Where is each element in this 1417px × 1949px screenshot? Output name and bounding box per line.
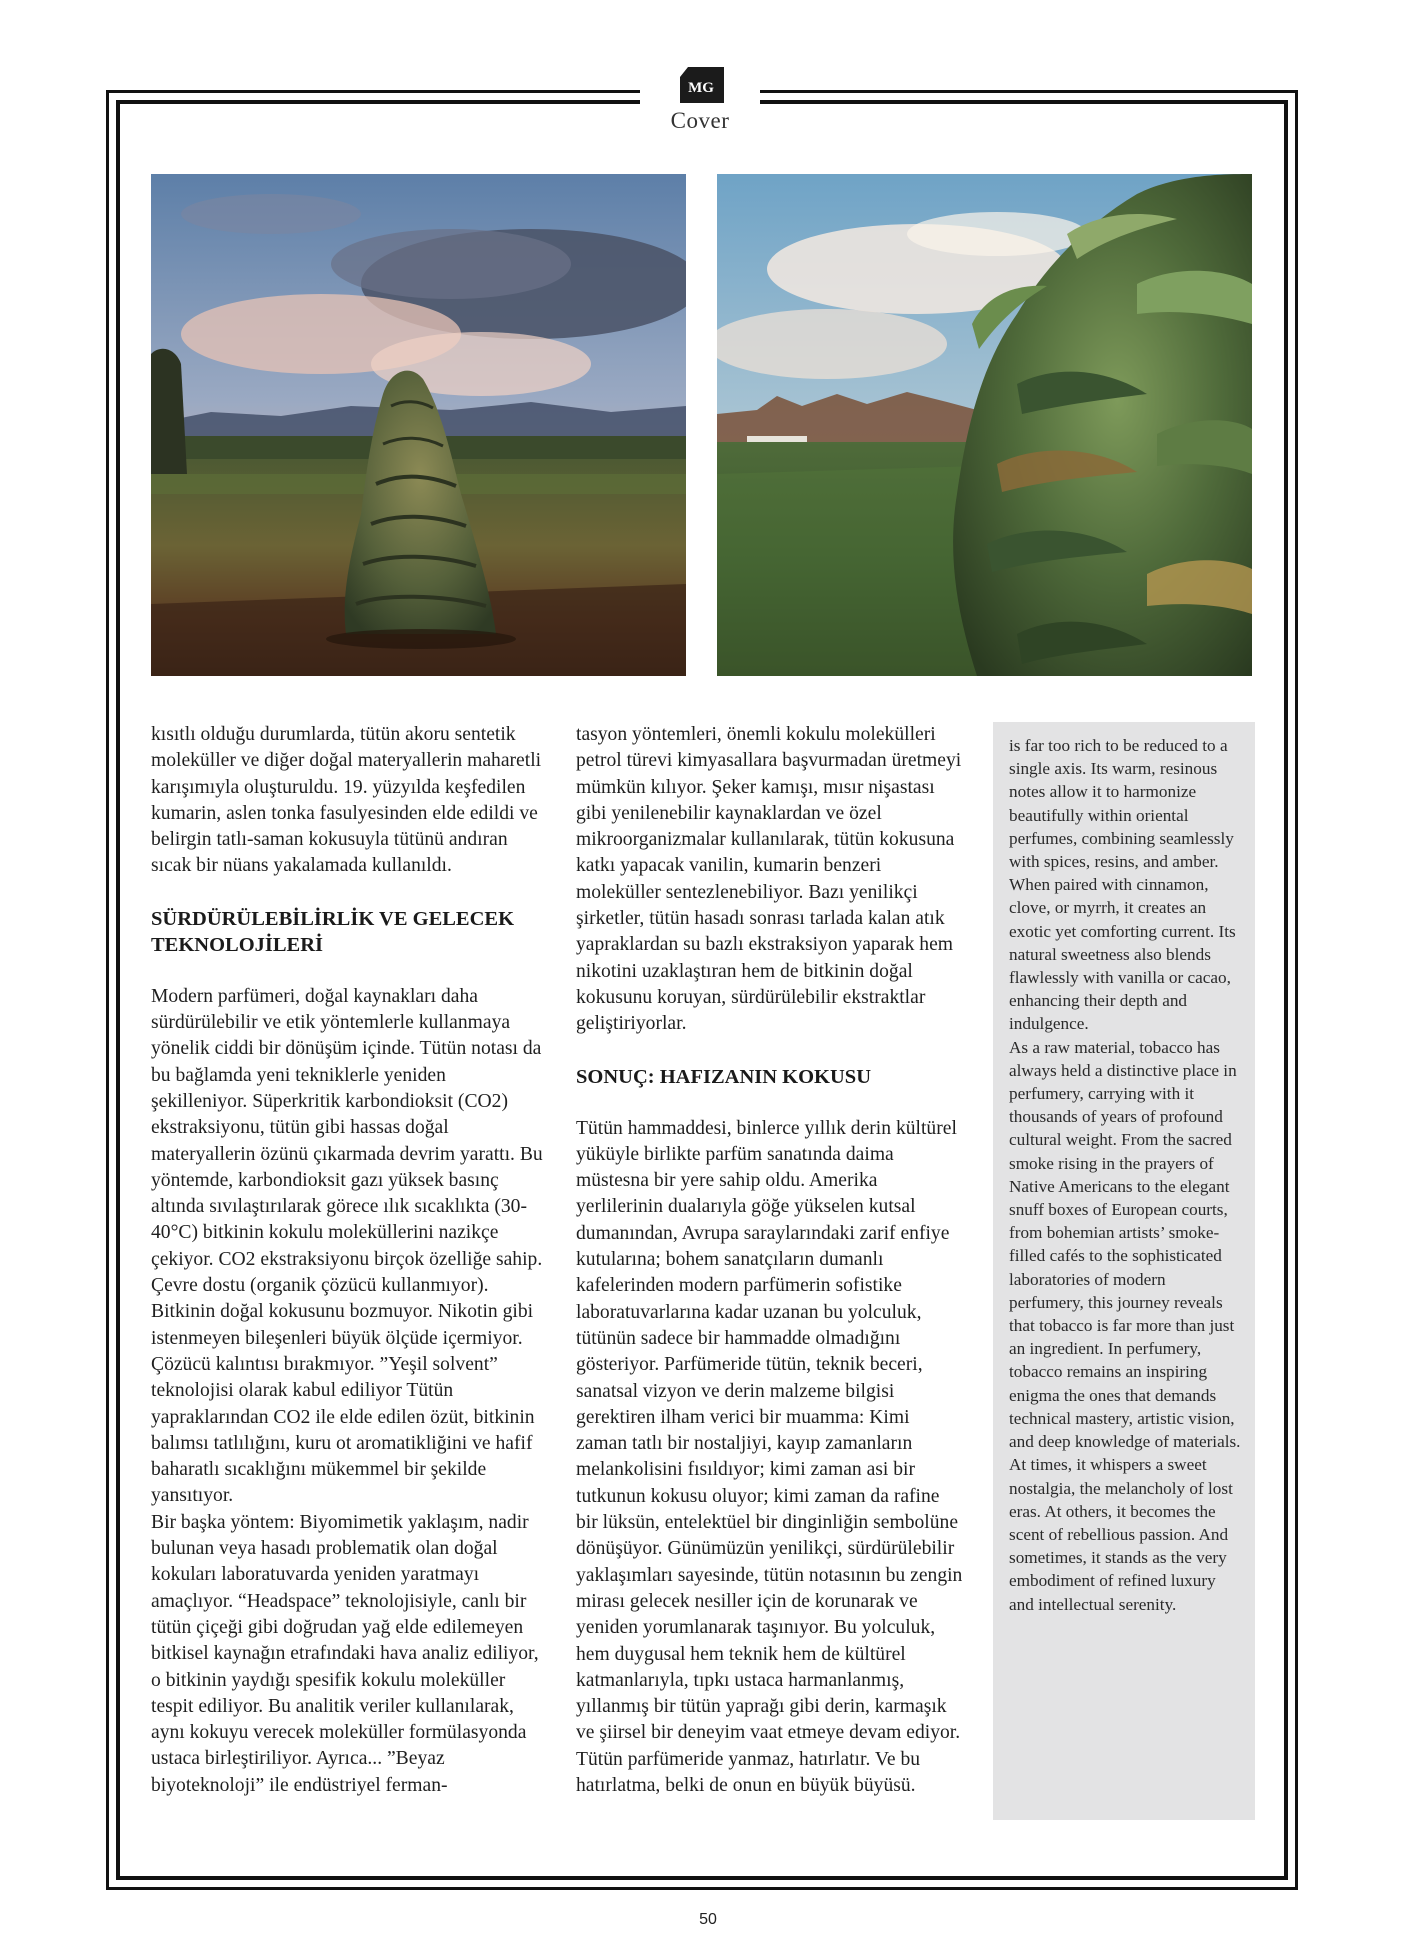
page-number: 50: [699, 1911, 717, 1928]
logo-text: MG: [688, 80, 714, 96]
article-column-2: [576, 722, 964, 1799]
column2-heading: SONUÇ: HAFIZANIN KOKUSU: [576, 1065, 871, 1088]
article-column-1: [151, 722, 547, 1799]
column1-paragraph-2: Modern parfümeri, doğal kaynakları daha sürdürülebilir ve etik yöntemlerle kullanmaya yönelik ciddi bir dönüşüm içinde. Tütün notası da bu bağlamda yeni tekniklerle yeniden şekilleniyor. Süperkritik karbondioksit (CO2) ekstraksiyonu, tütün gibi hassas doğal materyallerin özünü çıkarmada devrim yarattı. Bu yöntemde, karbondioksit gazı yüksek basınç altında sıvılaştırılarak görece ılık sıcaklıkta (30-40°C) bitkinin kokulu moleküllerini nazikçe çekiyor. CO2 ekstraksiyonu birçok özelliğe sahip. Çevre dostu (organik çözücü kullanmıyor). Bitkinin doğal kokusunu bozmuyor. Nikotin gibi istenmeyen bileşenleri büyük ölçüde içermiyor. Çözücü kalıntısı bırakmıyor. ”Yeşil solvent” teknolojisi olarak kabul ediliyor Tütün yapraklarından CO2 ile elde edilen özüt, bitkinin balımsı tatlılığını, kuru ot aromatikliğini ve hafif baharatlı sıcaklığını mükemmel bir şekilde yansıtıyor.: [151, 985, 543, 1507]
tobacco-closeup-image: [717, 174, 1252, 676]
tobacco-field-image: [151, 174, 686, 676]
column2-paragraph-1: tasyon yöntemleri, önemli kokulu molekülleri petrol türevi kimyasallara başvurmadan üretmeyi mümkün kılıyor. Şeker kamışı, mısır nişastası gibi yenilenebilir kaynaklardan ve özel mikroorganizmalar kullanılarak, tütün kokusuna katkı yapacak vanilin, kumarin benzeri moleküller sentezlenebiliyor. Bazı yenilikçi şirketler, tütün hasadı sonrası tarlada kalan atık yapraklardan su bazlı ekstraksiyon yaparak hem nikotini uzaklaştıran hem de bitkinin doğal kokusunu koruyan, sürdürülebilir ekstraktlar geliştiriyorlar.: [576, 724, 962, 1035]
english-sidebar: [993, 722, 1255, 1820]
column1-paragraph-3: Bir başka yöntem: Biyomimetik yaklaşım, nadir bulunan veya hasadı problematik olan doğal kokuları laboratuvarda yeniden yaratmayı amaçlıyor. “Headspace” teknolojisiyle, canlı bir tütün çiçeği gibi doğrudan yağ elde edilemeyen bitkisel kaynağın etrafındaki hava analiz ediliyor, o bitkinin yaydığı spesifik kokulu moleküller tespit ediliyor. Bu analitik veriler kullanılarak, aynı kokuyu verecek moleküller formülasyonda ustaca birleştiriliyor. Ayrıca... ”Beyaz biyoteknoloji” ile endüstriyel ferman-: [151, 1511, 539, 1796]
photo-tobacco-field: [151, 174, 686, 676]
photo-tobacco-closeup: [717, 174, 1252, 676]
section-label: Cover: [670, 108, 730, 133]
column2-paragraph-3: Tütün parfümeride yanmaz, hatırlatır. Ve bu hatırlatma, belki de onun en büyük büyüsü.: [576, 1748, 921, 1796]
column2-paragraph-2: Tütün hammaddesi, binlerce yıllık derin kültürel yüküyle birlikte parfüm sanatında daima müstesna bir yere sahip oldu. Amerika yerlilerinin dualarıyla göğe yükselen kutsal dumanından, Avrupa saraylarındaki zarif enfiye kutularına; bohem sanatçıların dumanlı kafelerinden modern parfümerin sofistike laboratuvarlarına kadar uzanan bu yolculuk, tütünün sadece bir hammadde olmadığını gösteriyor. Parfümeride tütün, teknik beceri, sanatsal vizyon ve derin malzeme bilgisi gerektiren ilham verici bir muamma: Kimi zaman tatlı bir nostaljiyi, kayıp zamanların melankolisini fısıldıyor; kimi zaman asi bir tutkunun kokusu oluyor; kimi zaman da rafine bir lüksün, entelektüel bir dinginliğin sembolüne dönüşüyor. Günümüzün yenilikçi, sürdürülebilir yaklaşımları sayesinde, tütün notasının bu zengin mirası gelecek nesiller için de korunarak ve yeniden yorumlanarak taşınıyor. Bu yolculuk, hem duygusal hem teknik hem de kültürel katmanlarıyla, tıpkı ustaca harmanlanmış, yıllanmış bir tütün yaprağı gibi derin, karmaşık ve şiirsel bir deneyim vaat etmeye devam ediyor.: [576, 1117, 963, 1744]
column1-heading: SÜRDÜRÜLEBİLİRLİK VE GELECEK TEKNOLOJİLERİ: [151, 907, 515, 956]
magazine-logo: [680, 67, 724, 103]
sidebar-paragraph-1: is far too rich to be reduced to a single axis. Its warm, resinous notes allow it to harmonize beautifully within oriental perfumes, combining seamlessly with spices, resins, and amber. When paired with cinnamon, clove, or myrrh, it creates an exotic yet comforting current. Its natural sweetness also blends flawlessly with vanilla or cacao, enhancing their depth and indulgence.: [1009, 736, 1236, 1034]
sidebar-paragraph-2: As a raw material, tobacco has always held a distinctive place in perfumery, carrying with it thousands of years of profound cultural weight. From the sacred smoke rising in the prayers of Native Americans to the elegant snuff boxes of European courts, from bohemian artists’ smoke-filled cafés to the sophisticated laboratories of modern perfumery, this journey reveals that tobacco is far more than just an ingredient. In perfumery, tobacco remains an inspiring enigma the ones that demands technical mastery, artistic vision, and deep knowledge of materials. At times, it whispers a sweet nostalgia, the melancholy of lost eras. At others, it becomes the scent of rebellious passion. And sometimes, it stands as the very embodiment of refined luxury and intellectual serenity.: [1009, 1037, 1241, 1614]
column1-paragraph-1: kısıtlı olduğu durumlarda, tütün akoru sentetik moleküller ve diğer doğal materyallerin maharetli karışımıyla oluşturuldu. 19. yüzyılda keşfedilen kumarin, aslen tonka fasulyesinden elde edildi ve belirgin tatlı-saman kokusuyla tütünü andıran sıcak bir nüans yakalamada kullanıldı.: [151, 724, 542, 877]
